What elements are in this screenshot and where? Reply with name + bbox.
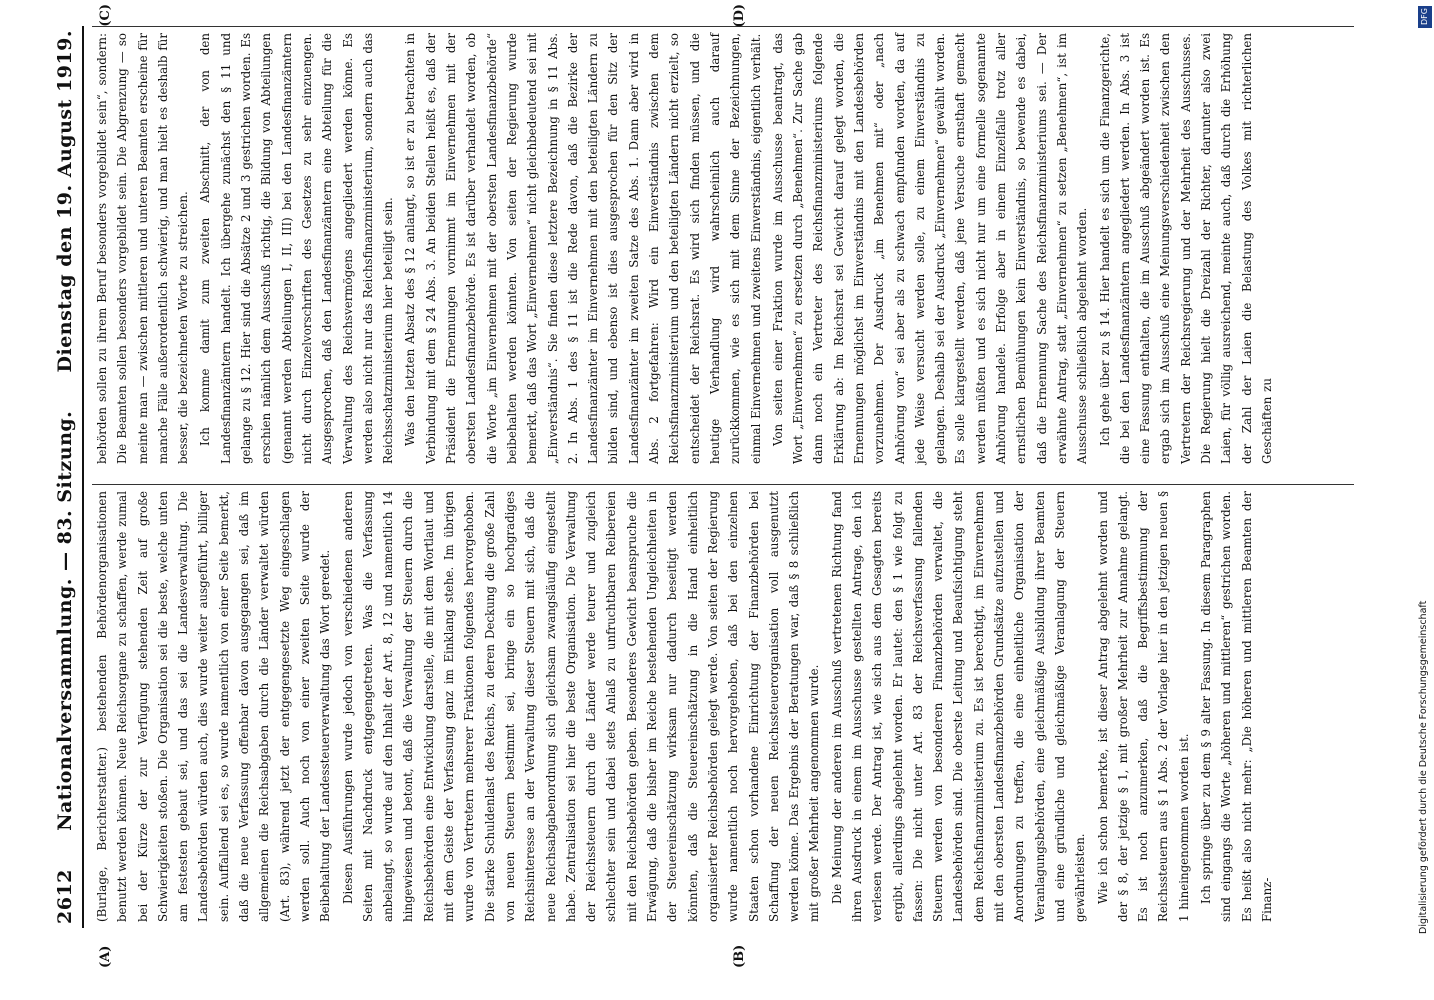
digitization-credit-strip — [1416, 0, 1434, 1000]
margin-marker-a: (A) — [98, 945, 113, 968]
dfg-logo: DFG — [1418, 6, 1432, 28]
paragraph: Die Meinung der anderen im Ausschuß vertretenen Richtung fand ihren Ausdruck in einem im Ausschusse gestellten Antrage, den ich verlesen werde. Der Antrag ist, wie sich aus dem Gesagten bereits ergibt, allerdings abgelehnt worden. Er lautet: den § 1 wie folgt zu fassen: Die nicht unter Art. 83 der Reichsverfassung fallenden Steuern werden von besonderen Finanzbehörden verwaltet, die Landesbehörden sind. Die oberste Leitung und Beaufsichtigung steht dem Reichsfinanzministerium zu. Es ist berechtigt, im Einvernehmen mit den obersten Landesfinanzbehörden Grundsätze aufzustellen und Anordnungen zu treffen, die eine einheitliche Organisation der Veranlagungsbehörden, eine gleichmäßige Ausbildung ihrer Beamten und eine gründliche und gleichmäßige Veranlagung der Steuern gewährleisten. — [829, 491, 1088, 922]
left-column — [92, 484, 1354, 928]
paragraph: Diesen Ausführungen wurde jedoch von verschiedenen anderen Seiten mit Nachdruck entgegengetreten. Was die Verfassung anbelangt, so wurde auf den Inhalt der Art. 8, 12 und namentlich 14 hingewiesen und betont, daß die Verwaltung der Steuern durch die Reichsbehörden eine Entwicklung darstelle, die mit dem Wortlaut und mit dem Geiste der Verfassung ganz im Einklang stehe. Im übrigen wurde von Vertretern mehrerer Fraktionen folgendes hervorgehoben. Die starke Schuldenlast des Reichs, zu deren Deckung die große Zahl von neuen Steuern bestimmt sei, bringe ein so hochgradiges Reichsinteresse an der Verwaltung dieser Steuern mit sich, daß die neue Reichsabgabenordnung sich gleichsam zwangsläufig eingestellt habe. Zentralisation sei hier die beste Organisation. Die Verwaltung der Reichssteuern durch die Länder werde teurer und zugleich schlechter sein und dabei stets Anlaß zu unfruchtbaren Reibereien mit den Reichsbehörden geben. Besonderes Gewicht beanspruche die Erwägung, daß die bisher im Reiche bestehenden Ungleichheiten in der Steuereinschätzung wirksam nur dadurch beseitigt werden könnten, daß die Steuereinschätzung in die Hand einheitlich organisierter Reichsbehörden gelegt werde. Von seiten der Regierung wurde namentlich noch hervorgehoben, daß bei den einzelnen Staaten schon vorhandene Einrichtung der Finanzbehörden bei Schaffung der neuen Reichssteuerorganisation voll ausgenutzt werden könne. Das Ergebnis der Beratungen war, daß § 8 schließlich mit großer Mehrheit angenommen wurde. — [340, 491, 822, 922]
margin-marker-d: (D) — [732, 4, 747, 28]
paragraph: Von seiten einer Fraktion wurde im Ausschusse beantragt, das Wort „Einvernehmen“ zu ersetzen durch „Benehmen“. Zur Sache gab dann noch ein Vertreter des Reichsfinanzministeriums folgende Erklärung ab: Im Reichsrat sei Gewicht darauf gelegt worden, die Ernennungen möglichst im Einverständnis mit den Landesbehörden vorzunehmen. Der Ausdruck „im Benehmen mit“ oder „nach Anhörung von“ sei aber als zu schwach empfunden worden, da auf jede Weise versucht werden solle, zu einem Einverständnis zu gelangen. Deshalb sei der Ausdruck „Einvernehmen“ gewählt worden. Es solle klargestellt werden, daß jene Versuche ernsthaft gemacht werden müßten und es sich nicht nur um eine formelle sogenannte Anhörung handele. Erfolge aber in einem Einzelfalle trotz aller ernstlichen Bemühungen kein Einverständnis, so bewende es dabei, daß die Ernennung Sache des Reichsfinanzministeriums sei. — Der erwähnte Antrag, statt „Einvernehmen“ zu setzen „Benehmen“, ist im Ausschusse schließlich abgelehnt worden. — [770, 33, 1090, 464]
paragraph: Ich springe über zu dem § 9 alter Fassung. In diesem Paragraphen sind eingangs die Worte „höheren und mittleren“ gestrichen worden. Es heißt also nicht mehr: „Die höheren und mittleren Beamten der Finanz- — [1199, 491, 1274, 922]
text-columns — [92, 4, 1354, 968]
paragraph: Ich gehe über zu § 14. Hier handelt es sich um die Finanzgerichte, die bei den Landesfinanzämtern angegliedert werden. In Abs. 3 ist eine Fassung enthalten, die im Ausschuß abgeändert worden ist. Es ergab sich im Ausschuß eine Meinungsverschiedenheit zwischen den Vertretern der Reichsregierung und der Mehrheit des Ausschusses. Die Regierung hielt die Dreizahl der Richter, darunter also zwei Laien, für völlig ausreichend, meinte auch, daß durch die Erhöhung der Zahl der Laien die Belastung des Volkes mit richterlichen Geschäften zu — [1097, 33, 1274, 464]
paragraph: Ich komme damit zum zweiten Abschnitt, der von den Landesfinanzämtern handelt. Ich übergehe zunächst den § 11 und gelange zu § 12. Hier sind die Absätze 2 und 3 gestrichen worden. Es erschien nämlich dem Ausschuß richtig, die Bildung von Abteilungen (genannt werden Abteilungen I, II, III) bei den Landesfinanzämtern nicht durch Einzelvorschriften des Gesetzes zu sehr einzuengen. Ausgesprochen, daß den Landesfinanzämtern eine Abteilung für die Verwaltung des Reichsvermögens angegliedert werden könne. Es werden also nicht nur das Reichsfinanzministerium, sondern auch das Reichsschatzministerium hier beteiligt sein. — [198, 33, 396, 464]
margin-marker-c: (C) — [98, 4, 113, 27]
session-date: Dienstag den 19. August 1919. — [54, 30, 76, 373]
page-number: 2612 — [54, 869, 76, 924]
right-column — [92, 26, 1354, 470]
paragraph: Wie ich schon bemerkte, ist dieser Antrag abgelehnt worden und der § 8, der jetzige § 1, mit großer Mehrheit zur Annahme gelangt. Es ist noch anzumerken, daß die Begriffsbestimmung der Reichssteuern aus § 1 Abs. 2 der Vorlage hier in den jetzigen neuen § 1 hineingenommen worden ist. — [1095, 491, 1191, 922]
paragraph: Was den letzten Absatz des § 12 anlangt, so ist er zu betrachten in Verbindung mit dem § 24 Abs. 3. An beiden Stellen heißt es, daß der Präsident die Ernennungen vornimmt im Einvernehmen mit der obersten Landesfinanzbehörde. Es ist darüber verhandelt worden, ob die Worte „im Einvernehmen mit der obersten Landesfinanzbehörde“ beibehalten werden könnten. Von seiten der Regierung wurde bemerkt, daß das Wort „Einvernehmen“ nicht gleichbedeutend sei mit „Einverständnis“. Sie finden diese letztere Bezeichnung in § 11 Abs. 2. In Abs. 1 des § 11 ist die Rede davon, daß die Bezirke der Landesfinanzämter im Einvernehmen mit den beteiligten Ländern zu bilden sind, und ebenso ist dies ausgesprochen für den Sitz der Landesfinanzämter im zweiten Satze des Abs. 1. Dann aber wird in Abs. 2 fortgefahren: Wird ein Einverständnis zwischen dem Reichsfinanzministerium und den beteiligten Ländern nicht erzielt, so entscheidet der Reichsrat. Es wird sich finden müssen, und die heutige Verhandlung wird wahrscheinlich auch darauf zurückkommen, wie es sich mit dem Sinne der Bezeichnungen, einmal Einvernehmen und zweitens Einverständnis, eigentlich verhält. — [403, 33, 763, 464]
digitization-credit: Digitalisierung gefördert durch die Deutsche Forschungsgemeinschaft — [1418, 600, 1429, 934]
paragraph: (Burlage, Berichterstatter.) bestehenden Behördenorganisationen benutzt werden können. Neue Reichsorgane zu schaffen, werde zumal bei der Kürze der zur Verfügung stehenden Zeit auf große Schwierigkeiten stoßen. Die Organisation sei die beste, welche unten am festesten gebaut sei, und das sei die Landesverwaltung. Die Landesbehörden würden auch, dies wurde weiter ausgeführt, billiger sein. Auffallend sei es, so wurde namentlich von einer Seite bemerkt, daß die neue Verfassung offenbar davon ausgegangen sei, daß im allgemeinen die Reichsabgaben durch die Länder verwaltet würden (Art. 83), während jetzt der entgegengesetzte Weg eingeschlagen werden soll. Auch noch von einer zweiten Seite wurde der Beibehaltung der Landessteuerverwaltung das Wort geredet. — [95, 491, 333, 922]
page-header — [8, 26, 84, 928]
paragraph: behörden sollen zu ihrem Beruf besonders vorgebildet sein“, sondern: Die Beamten sollen besonders vorgebildet sein. Die Abgrenzung — so meinte man — zwischen mittleren und unteren Beamten erscheine für manche Fälle außerordentlich schwierig, und man hielt es deshalb für besser, die bezeichneten Worte zu streichen. — [95, 33, 191, 464]
margin-marker-b: (B) — [732, 944, 747, 968]
assembly-session-title: Nationalversammlung. — 83. Sitzung. — [54, 410, 76, 831]
